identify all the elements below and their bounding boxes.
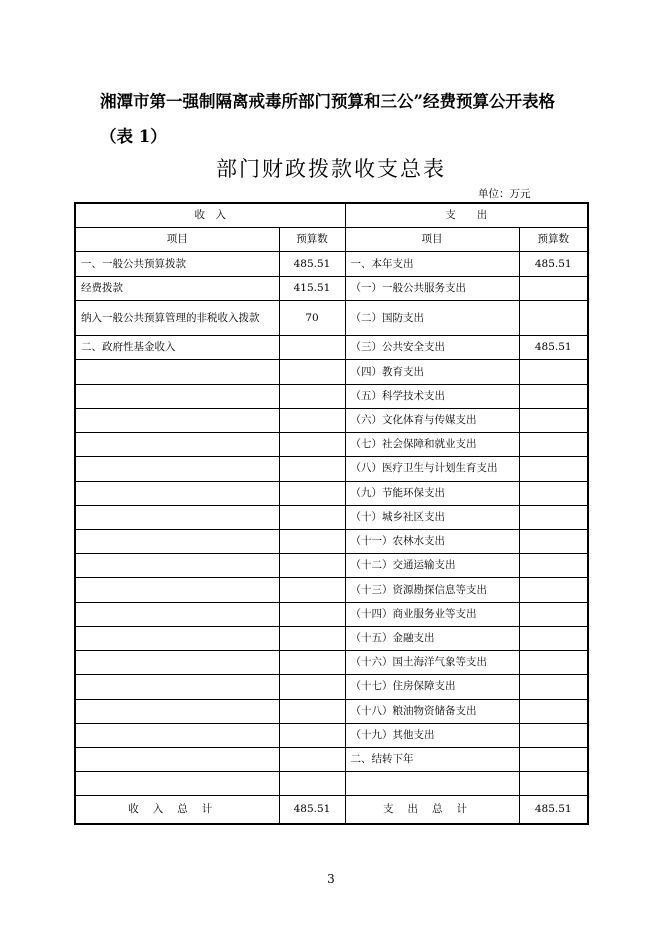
income-value: [279, 384, 345, 408]
expense-item: （十四）商业服务业等支出: [345, 602, 519, 626]
expense-item: （十一）农林水支出: [345, 529, 519, 553]
table-number: （表 1）: [100, 127, 167, 146]
expense-value: [519, 602, 588, 626]
income-total-value: 485.51: [279, 796, 345, 824]
expense-item-header: 项目: [345, 228, 519, 252]
income-item: 纳入一般公共预算管理的非税收入拨款: [75, 300, 279, 335]
income-value: [279, 602, 345, 626]
table-row: [75, 747, 588, 771]
income-value: [279, 481, 345, 505]
income-value: [279, 529, 345, 553]
income-value: 70: [279, 300, 345, 335]
expense-item: （七）社会保障和就业支出: [345, 433, 519, 457]
table-row: [75, 300, 588, 335]
expense-value: [519, 747, 588, 771]
expense-value: 485.51: [519, 336, 588, 360]
income-value: [279, 578, 345, 602]
table-body: [75, 203, 588, 824]
expense-item: （十九）其他支出: [345, 723, 519, 747]
expense-value: [519, 772, 588, 796]
table-row: [75, 360, 588, 384]
total-row: [75, 796, 588, 824]
expense-value: [519, 554, 588, 578]
table-row: [75, 505, 588, 529]
expense-total-label: 支出总计: [345, 796, 519, 824]
expense-value: [519, 457, 588, 481]
expense-value: [519, 360, 588, 384]
income-item: [75, 747, 279, 771]
expense-item: （十）城乡社区支出: [345, 505, 519, 529]
expense-value: [519, 651, 588, 675]
expense-value: [519, 675, 588, 699]
expense-item: （十三）资源勘探信息等支出: [345, 578, 519, 602]
income-value: [279, 433, 345, 457]
expense-value: [519, 300, 588, 335]
expense-value: [519, 578, 588, 602]
income-value: [279, 626, 345, 650]
income-value: [279, 675, 345, 699]
table-row: [75, 529, 588, 553]
table-row: [75, 626, 588, 650]
table-row: [75, 699, 588, 723]
expense-total-value: 485.51: [519, 796, 588, 824]
table-row: [75, 772, 588, 796]
income-item: 经费拨款: [75, 276, 279, 300]
expense-value: 485.51: [519, 252, 588, 276]
expense-item: 一、本年支出: [345, 252, 519, 276]
income-item: [75, 626, 279, 650]
expense-budget-header: 预算数: [519, 228, 588, 252]
income-item: [75, 699, 279, 723]
unit-label: 单位：万元: [478, 188, 531, 200]
expense-item: 二、结转下年: [345, 747, 519, 771]
income-item: [75, 529, 279, 553]
income-value: [279, 505, 345, 529]
income-item: [75, 457, 279, 481]
income-value: [279, 747, 345, 771]
expense-item: （三）公共安全支出: [345, 336, 519, 360]
expense-item: （十八）粮油物资储备支出: [345, 699, 519, 723]
expense-item: （九）节能环保支出: [345, 481, 519, 505]
income-item: [75, 723, 279, 747]
expense-value: [519, 408, 588, 432]
document-title: 湘潭市第一强制隔离戒毒所部门预算和三公”经费预算公开表格: [100, 92, 555, 111]
income-item: 一、一般公共预算拨款: [75, 252, 279, 276]
column-header-row: [75, 228, 588, 252]
expense-item: （四）教育支出: [345, 360, 519, 384]
income-item: [75, 433, 279, 457]
income-budget-header: 预算数: [279, 228, 345, 252]
income-item: [75, 651, 279, 675]
income-value: [279, 772, 345, 796]
table-row: [75, 578, 588, 602]
expense-item: （六）文化体育与传媒支出: [345, 408, 519, 432]
expense-value: [519, 433, 588, 457]
table-row: [75, 336, 588, 360]
income-value: [279, 336, 345, 360]
expense-value: [519, 505, 588, 529]
income-total-label: 收入总计: [75, 796, 279, 824]
income-item: [75, 408, 279, 432]
expense-value: [519, 626, 588, 650]
income-value: [279, 554, 345, 578]
table-title: 部门财政拨款收支总表: [216, 157, 446, 181]
expense-value: [519, 699, 588, 723]
expense-header: 支 出: [345, 203, 588, 228]
expense-item: （二）国防支出: [345, 300, 519, 335]
income-item-header: 项目: [75, 228, 279, 252]
table-row: [75, 651, 588, 675]
expense-item: （一）一般公共服务支出: [345, 276, 519, 300]
expense-item: （十七）住房保障支出: [345, 675, 519, 699]
income-value: [279, 651, 345, 675]
income-value: 485.51: [279, 252, 345, 276]
table-row: [75, 481, 588, 505]
expense-item: （五）科学技术支出: [345, 384, 519, 408]
table-row: [75, 457, 588, 481]
income-item: [75, 675, 279, 699]
expense-item: [345, 772, 519, 796]
table-row: [75, 675, 588, 699]
income-value: [279, 457, 345, 481]
expense-value: [519, 481, 588, 505]
expense-value: [519, 723, 588, 747]
table-row: [75, 276, 588, 300]
expense-item: （十六）国土海洋气象等支出: [345, 651, 519, 675]
income-value: [279, 699, 345, 723]
expense-item: （十二）交通运输支出: [345, 554, 519, 578]
income-header: 收 入: [75, 203, 345, 228]
income-value: 415.51: [279, 276, 345, 300]
table-header-row: [75, 203, 588, 228]
table-row: [75, 408, 588, 432]
expense-value: [519, 384, 588, 408]
income-item: [75, 554, 279, 578]
table-row: [75, 602, 588, 626]
table-row: [75, 433, 588, 457]
income-item: [75, 360, 279, 384]
expense-value: [519, 276, 588, 300]
income-value: [279, 723, 345, 747]
income-item: [75, 481, 279, 505]
income-item: [75, 505, 279, 529]
table-row: [75, 723, 588, 747]
expense-item: （八）医疗卫生与计划生育支出: [345, 457, 519, 481]
income-value: [279, 408, 345, 432]
income-item: [75, 602, 279, 626]
income-value: [279, 360, 345, 384]
income-item: [75, 578, 279, 602]
page-number: 3: [327, 872, 335, 886]
budget-summary-table: [74, 202, 589, 825]
table-row: [75, 252, 588, 276]
income-item: [75, 772, 279, 796]
table-row: [75, 554, 588, 578]
expense-value: [519, 529, 588, 553]
income-item: 二、政府性基金收入: [75, 336, 279, 360]
table-row: [75, 384, 588, 408]
expense-item: （十五）金融支出: [345, 626, 519, 650]
income-item: [75, 384, 279, 408]
